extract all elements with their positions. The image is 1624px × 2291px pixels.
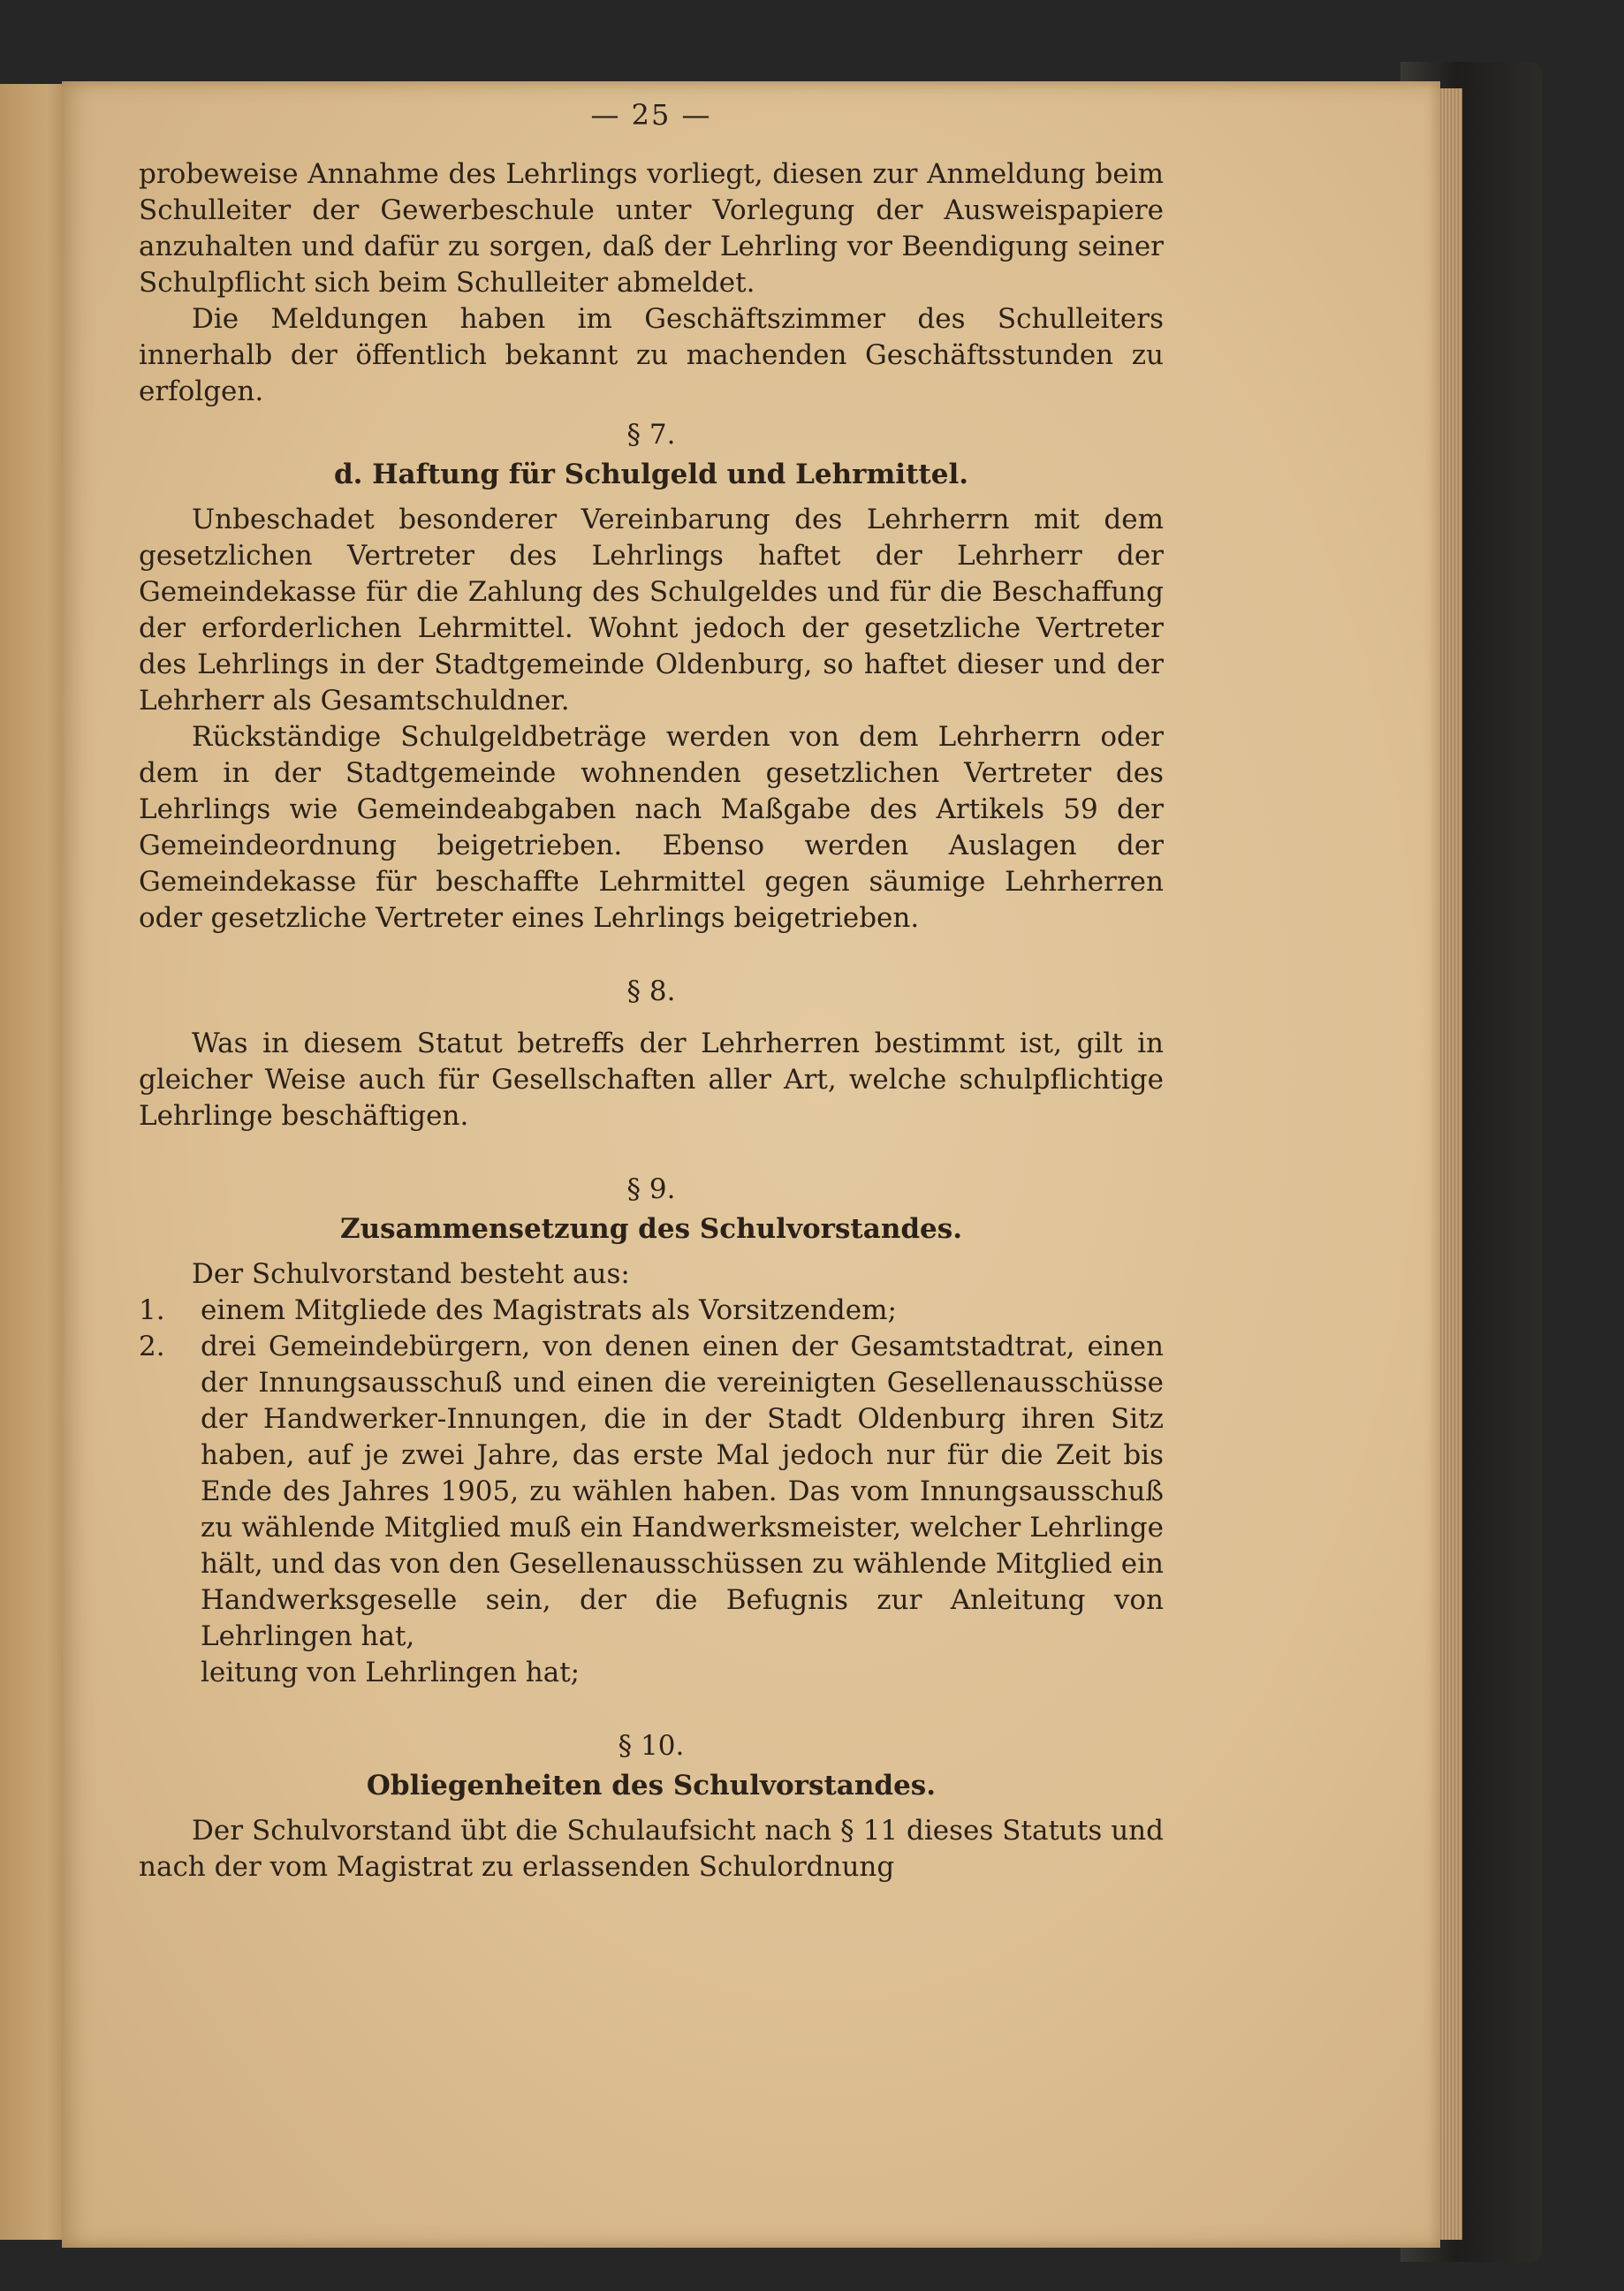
list-text: einem Mitgliede des Magistrats als Vorsitzendem; [201, 1294, 897, 1326]
page-number: — 25 — [590, 98, 712, 132]
section-7-number: § 7. [626, 419, 676, 451]
section-10-number: § 10. [618, 1730, 685, 1762]
section-9-heading: Zusammensetzung des Schulvorstandes. [339, 1213, 963, 1245]
section-10-heading: Obliegenheiten des Schulvorstandes. [366, 1770, 937, 1802]
section-10-paragraph: Der Schulvorstand übt die Schulaufsicht nach § 11 dieses Statuts und nach der vom Magistrat zu erlassenden Schulordnung [139, 1815, 1164, 1883]
intro-paragraph: probeweise Annahme des Lehrlings vorliegt, diesen zur Anmeldung beim Schulleiter der Gewerbeschule unter Vorlegung der Ausweispapiere anzuhalten und dafür zu sorgen, daß der Lehrling vor Beendigung seiner Schulpflicht sich beim Schulleiter abmeldet. [139, 158, 1164, 299]
list-item [139, 1329, 1164, 1655]
section-9-number: § 9. [626, 1173, 676, 1205]
list-item [139, 1293, 1164, 1329]
list-number: 2. [139, 1331, 165, 1362]
section-8-paragraph: Was in diesem Statut betreffs der Lehrherren bestimmt ist, gilt in gleicher Weise auch für Gesellschaften aller Art, welche schulpflichtige Lehrlinge beschäftigen. [139, 1028, 1164, 1132]
section-9-intro: Der Schulvorstand besteht aus: [192, 1258, 630, 1290]
list-text: drei Gemeindebürgern, von denen einen der Gesamtstadtrat, einen der Innungsausschuß und einen die vereinigten Gesellenausschüsse der Handwerker-Innungen, die in der Stadt Oldenburg ihren Sitz haben, auf je zwei Jahre, das erste Mal jedoch nur für die Zeit bis Ende des Jahres 1905, zu wählen haben. Das vom Innungsausschuß zu wählende Mitglied muß ein Handwerksmeister, welcher Lehrlinge hält, und das von den Gesellenausschüssen zu wählende Mitglied ein Handwerksgeselle sein, der die Befugnis zur Anleitung von Lehrlingen hat, [201, 1331, 1164, 1652]
section-7-paragraph-2: Rückständige Schulgeldbeträge werden von dem Lehrherrn oder dem in der Stadtgemeinde wohnenden gesetzlichen Vertreter des Lehrlings wie Gemeindeabgaben nach Maßgabe des Artikels 59 der Gemeindeordnung beigetrieben. Ebenso werden Auslagen der Gemeindekasse für beschaffte Lehrmittel gegen säumige Lehrherren oder gesetzliche Vertreter eines Lehrlings beigetrieben. [139, 721, 1164, 934]
page-text [139, 97, 1164, 1885]
section-8-number: § 8. [626, 975, 676, 1007]
list-number: 1. [139, 1294, 165, 1326]
section-7-heading: d. Haftung für Schulgeld und Lehrmittel. [333, 459, 969, 490]
section-7-paragraph-1: Unbeschadet besonderer Vereinbarung des Lehrherrn mit dem gesetzlichen Vertreter des Lehrlings haftet der Lehrherr der Gemeindekasse für die Zahlung des Schulgeldes und für die Beschaffung der erforderlichen Lehrmittel. Wohnt jedoch der gesetzliche Vertreter des Lehrlings in der Stadtgemeinde Oldenburg, so haftet dieser und der Lehrherr als Gesamtschuldner. [139, 504, 1164, 717]
meldungen-paragraph: Die Meldungen haben im Geschäftszimmer des Schulleiters innerhalb der öffentlich bekannt zu machenden Geschäftsstunden zu erfolgen. [139, 303, 1164, 407]
list-duplicate-line: leitung von Lehrlingen hat; [201, 1657, 581, 1688]
